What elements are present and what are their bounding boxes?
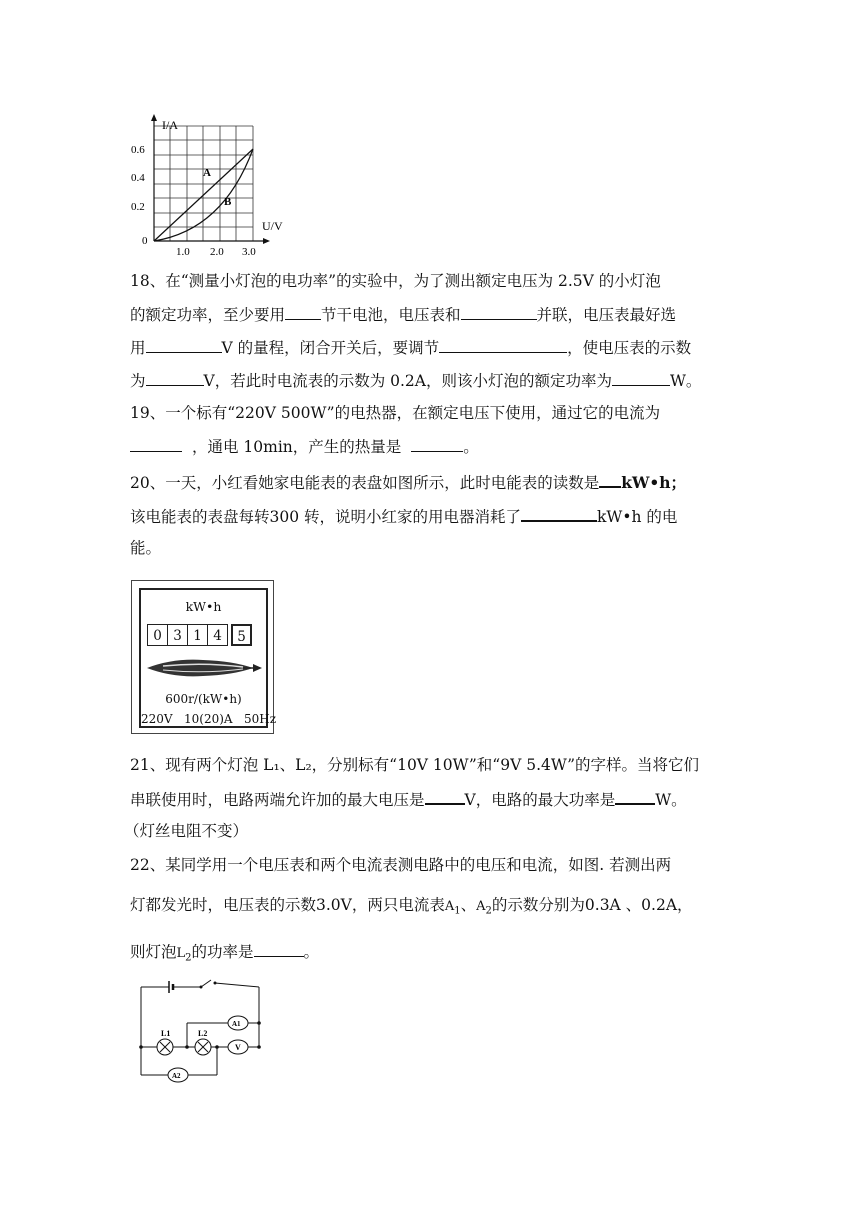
y-tick-label: 0.6 — [131, 144, 145, 156]
meter-unit: kW•h — [185, 599, 222, 614]
graph-grid — [154, 126, 253, 241]
meter-constant: 600r/(kW•h) — [165, 692, 242, 706]
origin-label: 0 — [142, 235, 148, 247]
q21-text: W。 — [655, 791, 687, 809]
curve-b-label: B — [224, 196, 232, 208]
q18-blank-range[interactable] — [146, 337, 222, 353]
q20-blank-energy[interactable] — [521, 505, 597, 522]
question-19-line-2 — [130, 436, 730, 457]
q21-text: 串联使用时，电路两端允许加的最大电压是 — [130, 791, 425, 809]
y-tick-label: 0.4 — [131, 172, 145, 184]
q18-blank-adjust[interactable] — [439, 337, 567, 353]
q22-ammeter-a2: $A_2$ — [476, 899, 492, 917]
x-axis-label: U/V — [262, 219, 283, 233]
question-18-line-3 — [130, 337, 730, 358]
v-label: V — [235, 1043, 241, 1052]
meter-digits — [147, 624, 252, 646]
l2-label: L2 — [198, 1029, 208, 1038]
question-18-line-4 — [130, 370, 730, 391]
graph-axes — [154, 116, 268, 241]
question-22-line-2 — [130, 895, 730, 922]
meter-digit: 4 — [207, 624, 228, 646]
electricity-meter — [131, 580, 277, 734]
q19-text: 。 — [463, 438, 479, 456]
question-20-line-2 — [130, 505, 730, 527]
meter-digit: 1 — [187, 624, 208, 646]
meter-digit: 3 — [167, 624, 188, 646]
x-tick-label: 1.0 — [176, 246, 190, 256]
q22-text: 的示数分别为0.3A 、0.2A， — [491, 896, 693, 914]
q20-text: 该电能表的表盘每转300 转，说明小红家的用电器消耗了 — [130, 508, 522, 526]
q18-blank-batteries[interactable] — [285, 304, 321, 320]
q22-blank-power[interactable] — [254, 941, 304, 957]
meter-digit: 0 — [147, 624, 168, 646]
q20-text: kW•h； — [621, 473, 687, 492]
q20-blank-reading[interactable] — [599, 471, 621, 488]
x-tick-label: 3.0 — [242, 246, 256, 256]
q21-blank-voltage[interactable] — [425, 788, 465, 805]
bulb-l2-icon — [195, 1039, 211, 1055]
q18-blank-parallel[interactable] — [461, 304, 537, 320]
q22-text: 。 — [303, 943, 320, 961]
y-axis-arrow — [151, 114, 157, 121]
meter-digit-decimal: 5 — [231, 624, 252, 646]
question-22-line-1: 22、某同学用一个电压表和两个电流表测电路中的电压和电流，如图. 若测出两 — [130, 856, 672, 874]
question-19-line-1: 19、一个标有“220V 500W”的电热器，在额定电压下使用，通过它的电流为 — [130, 404, 661, 422]
q18-text: 并联，电压表最好选 — [536, 306, 677, 324]
battery-icon — [169, 981, 173, 993]
a1-label: A1 — [232, 1020, 241, 1028]
bulb-l1-icon — [157, 1039, 173, 1055]
q20-text: 20、一天，小红看她家电能表的表盘如图所示，此时电能表的读数是 — [130, 474, 600, 492]
q18-text: W。 — [669, 372, 702, 390]
q18-text: V，若此时电流表的示数为 0.2A，则该小灯泡的额定功率为 — [203, 372, 612, 390]
question-20-line-3: 能。 — [130, 539, 162, 557]
q20-text: kW•h 的电 — [597, 508, 678, 526]
q19-blank-current[interactable] — [130, 436, 182, 452]
q19-blank-heat[interactable] — [411, 436, 463, 452]
question-21-line-1: 21、现有两个灯泡 L₁、L₂，分别标有“10V 10W”和“9V 5.4W”的字样。当将它们 — [130, 756, 699, 774]
question-18-line-2 — [130, 304, 730, 325]
l1-label: L1 — [161, 1029, 171, 1038]
question-22-line-3 — [130, 941, 730, 969]
question-18-line-1: 18、在“测量小灯泡的电功率”的实验中，为了测出额定电压为 2.5V 的小灯泡 — [130, 272, 661, 290]
y-axis-label: I/A — [162, 118, 178, 132]
switch-icon — [200, 980, 217, 989]
question-20-line-1 — [130, 471, 730, 493]
meter-disc-icon — [143, 658, 263, 678]
q18-blank-voltage[interactable] — [146, 370, 204, 386]
question-21-line-2 — [130, 788, 730, 810]
q22-text: 的功率是 — [191, 943, 254, 961]
q18-text: V 的量程，闭合开关后，要调节 — [221, 339, 440, 357]
circuit-diagram — [135, 975, 265, 1085]
q22-ammeter-a1: $A_1$ — [444, 899, 461, 917]
meter-rating: 220V 10(20)A 50Hz — [141, 712, 277, 726]
x-axis-arrow — [263, 238, 270, 244]
q22-text: 灯都发光时，电压表的示数3.0V，两只电流表 — [130, 896, 445, 914]
a2-label: A2 — [172, 1072, 181, 1080]
q18-text: 节干电池，电压表和 — [321, 306, 461, 324]
meter-panel — [139, 588, 277, 728]
y-tick-label: 0.2 — [131, 201, 145, 213]
x-tick-label: 2.0 — [210, 246, 224, 256]
q18-text: 为 — [130, 372, 146, 390]
q22-text: 则灯泡 — [130, 943, 177, 961]
q18-text: 的额定功率，至少要用 — [130, 306, 286, 324]
q22-bulb-l2: $L_2$ — [176, 946, 192, 964]
q21-blank-power[interactable] — [615, 788, 655, 805]
iu-graph — [128, 112, 298, 256]
question-21-line-3: （灯丝电阻不变） — [124, 822, 249, 840]
q18-blank-power[interactable] — [612, 370, 670, 386]
q19-text: ，通电 10min，产生的热量是 — [192, 438, 402, 456]
curve-a-label: A — [203, 167, 211, 179]
q18-text: 用 — [130, 339, 146, 357]
q18-text: ，使电压表的示数 — [567, 339, 692, 357]
q21-text: V，电路的最大功率是 — [464, 791, 616, 809]
q22-text: 、 — [460, 896, 477, 914]
